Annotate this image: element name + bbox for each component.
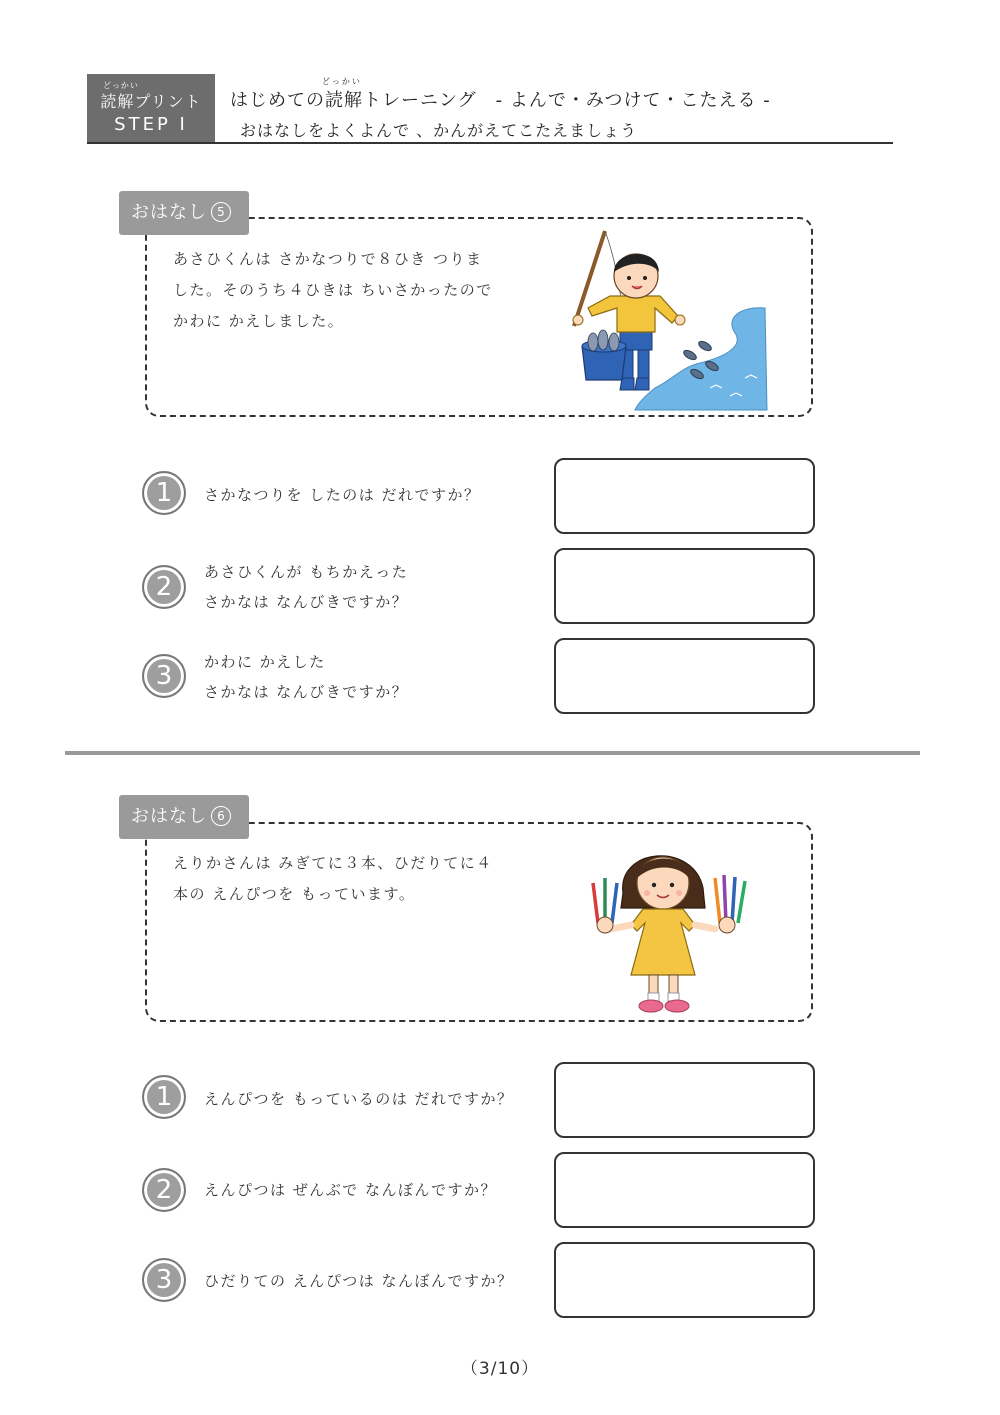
page-number: （3/10） (460, 1359, 540, 1379)
question-text-5-2 (204, 557, 408, 617)
story-tag-6 (119, 795, 249, 839)
question-line: さかなは なんびきですか？ (204, 683, 409, 701)
story-line: えりかさんは みぎてに３本、ひだりてに４ (173, 854, 493, 872)
girl-pencils-illustration (583, 833, 753, 1018)
story-line: かわに かえしました。 (173, 312, 345, 330)
page-instructions: おはなしをよくよんで 、かんがえてこたえましょう (240, 121, 638, 140)
question-number-5-2: 2 (142, 565, 186, 609)
story-line: 本の えんぴつを もっています。 (173, 885, 416, 903)
story-tag-label: おはなし (131, 202, 207, 223)
question-number-5-3: 3 (142, 654, 186, 698)
story-tag-number: 5 (211, 202, 231, 222)
badge-step: STEP I (114, 114, 188, 135)
badge-title: 読解プリント (100, 92, 202, 111)
story-tag-5 (119, 191, 249, 235)
answer-box-5-2[interactable] (554, 548, 815, 624)
question-number-6-2: 2 (142, 1168, 186, 1212)
question-text-5-3 (204, 647, 408, 707)
answer-box-6-1[interactable] (554, 1062, 815, 1138)
question-number-5-1: 1 (142, 471, 186, 515)
title-ruby: どっかい (322, 77, 362, 86)
question-line: えんぴつを もっているのは だれですか？ (204, 1090, 514, 1108)
question-line: さかなは なんびきですか？ (204, 593, 409, 611)
answer-box-5-1[interactable] (554, 458, 815, 534)
question-number-6-1: 1 (142, 1075, 186, 1119)
badge-ruby: どっかい (103, 81, 139, 90)
boy-fishing-illustration (560, 228, 775, 413)
question-line: かわに かえした (204, 653, 326, 671)
header-rule (87, 142, 893, 144)
answer-box-5-3[interactable] (554, 638, 815, 714)
story-tag-number: 6 (211, 806, 231, 826)
question-text-5-1 (204, 480, 481, 510)
page-title: はじめての読解トレーニング - よんで・みつけて・こたえる - (230, 90, 771, 111)
question-number-6-3: 3 (142, 1258, 186, 1302)
answer-box-6-3[interactable] (554, 1242, 815, 1318)
question-text-6-2 (204, 1175, 497, 1205)
question-text-6-1 (204, 1084, 514, 1114)
question-line: えんぴつは ぜんぶで なんぼんですか？ (204, 1181, 498, 1199)
section-divider (65, 751, 920, 755)
story-text-5 (173, 244, 493, 337)
story-tag-label: おはなし (131, 806, 207, 827)
story-line: あさひくんは さかなつりで８ひき つりま (173, 250, 483, 268)
question-line: ひだりての えんぴつは なんぼんですか？ (204, 1272, 514, 1290)
story-line: した。そのうち４ひきは ちいさかったので (173, 281, 493, 299)
print-badge (87, 74, 215, 142)
story-text-6 (173, 848, 493, 910)
question-line: さかなつりを したのは だれですか？ (204, 486, 481, 504)
answer-box-6-2[interactable] (554, 1152, 815, 1228)
question-text-6-3 (204, 1266, 514, 1296)
question-line: あさひくんが もちかえった (204, 563, 409, 581)
